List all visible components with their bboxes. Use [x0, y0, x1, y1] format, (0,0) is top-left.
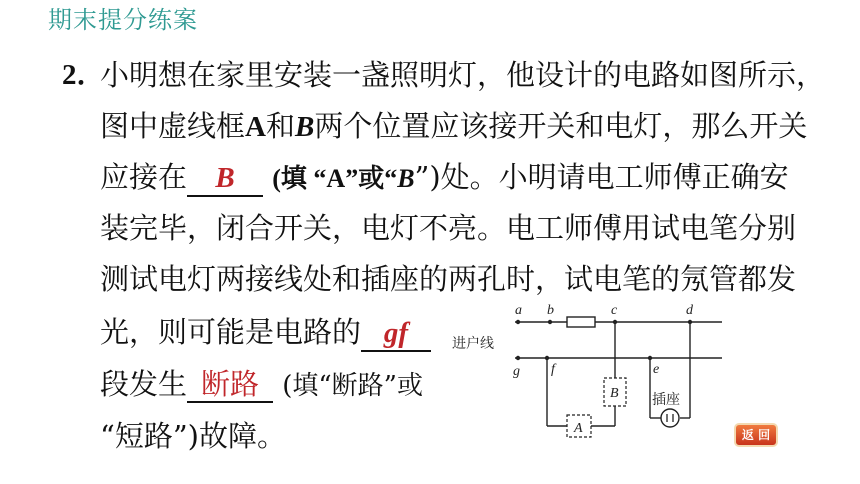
incoming-line-label: 进户线 — [452, 336, 494, 352]
question-line-3: 应接在 B (填 “A”或“B”)处。小明请电工师傅正确安 — [100, 157, 789, 199]
node-a-label: a — [515, 303, 522, 318]
question-line-2: 图中虚线框A和B两个位置应该接开关和电灯，那么开关 — [100, 109, 808, 143]
question-line-5: 测试电灯两接线处和插座的两孔时，试电笔的氖管都发 — [100, 262, 797, 296]
question-number: 2． — [62, 59, 106, 91]
circuit-diagram — [450, 298, 740, 448]
node-b-label: b — [547, 303, 554, 318]
fuse — [567, 317, 595, 327]
question-line-8: “短路”)故障。 — [100, 419, 286, 453]
node-c-label: c — [611, 303, 618, 318]
question-line-6: 光，则可能是电路的 gf — [100, 312, 431, 352]
back-button[interactable]: 返 回 — [734, 423, 778, 447]
question-line-1: 小明想在家里安装一盏照明灯，他设计的电路如图所示， — [100, 58, 826, 92]
question-line-7: 段发生 断路 (填“断路”或 — [100, 367, 423, 401]
node-e-label: e — [653, 362, 660, 377]
node-d-label: d — [686, 303, 693, 318]
node-f-label: f — [551, 362, 555, 377]
box-B-label: B — [610, 386, 619, 401]
answer-blank-1: B — [187, 161, 263, 197]
socket-label: 插座 — [652, 392, 680, 408]
socket-icon — [661, 409, 679, 427]
question-line-4: 装完毕，闭合开关，电灯不亮。电工师傅用试电笔分别 — [100, 211, 797, 245]
node-g-label: g — [513, 364, 520, 379]
answer-blank-3: 断路 — [187, 367, 273, 403]
box-A-label: A — [574, 421, 583, 436]
section-title: 期末提分练案 — [48, 6, 198, 34]
answer-blank-2: gf — [361, 316, 431, 352]
